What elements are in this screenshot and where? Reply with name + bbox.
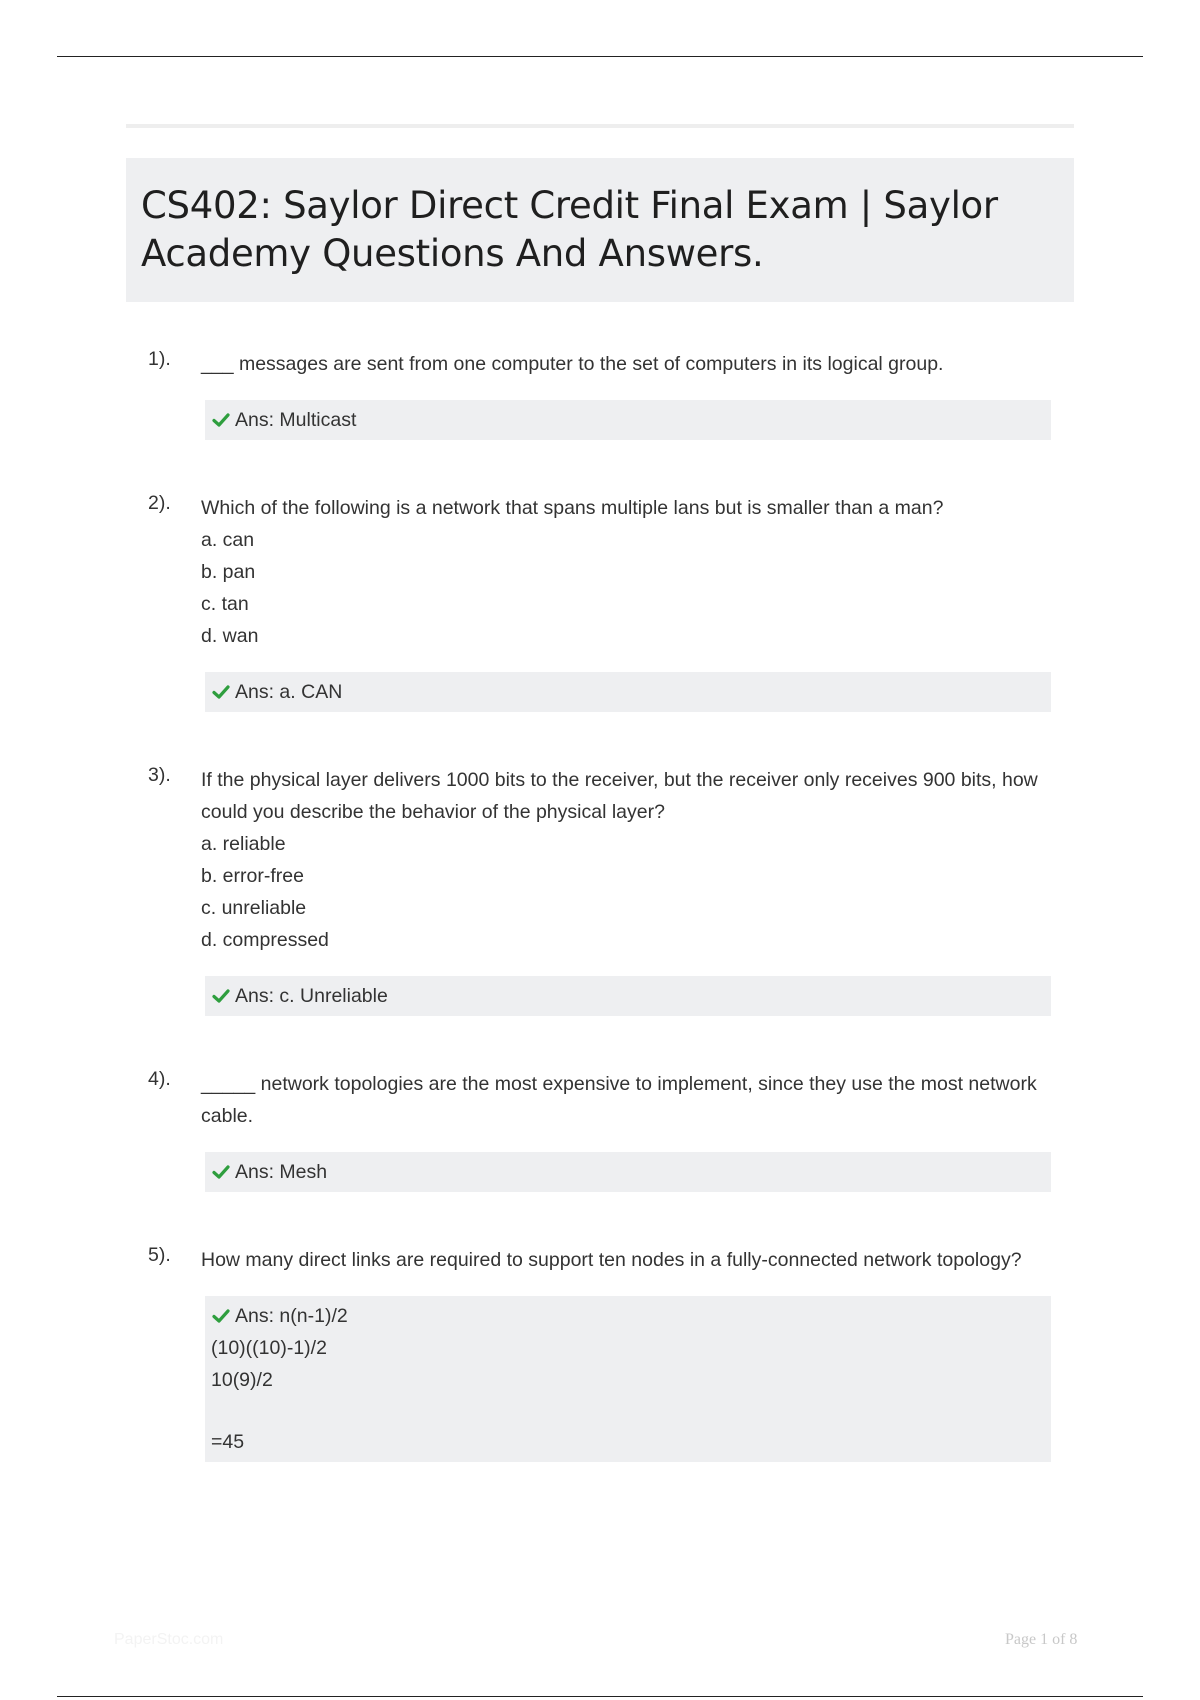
question-number: 2).	[148, 492, 171, 514]
answer-text: Ans: a. CAN	[235, 681, 343, 703]
check-icon	[211, 1306, 231, 1326]
footer-site: PaperStoc.com	[114, 1631, 224, 1648]
bottom-rule	[57, 1696, 1143, 1697]
title-box	[126, 158, 1074, 302]
question-list	[126, 348, 1074, 1462]
answer-line	[211, 980, 1041, 1012]
answer-line	[211, 1300, 1041, 1332]
question-item	[126, 492, 1074, 712]
question-number: 3).	[148, 764, 171, 786]
question-item	[126, 764, 1074, 1016]
option-item: d. wan	[201, 625, 259, 647]
answer-work-line: =45	[211, 1431, 245, 1453]
option-item: b. pan	[201, 561, 256, 583]
answer-line	[211, 676, 1041, 708]
question-text: Which of the following is a network that spans multiple lans but is smaller than a man?	[201, 497, 944, 519]
answer-text: Ans: n(n-1)/2	[235, 1305, 348, 1327]
question-text: How many direct links are required to support ten nodes in a fully-connected network topology?	[201, 1249, 1022, 1271]
option-item: a. reliable	[201, 833, 286, 855]
option-item: b. error-free	[201, 865, 304, 887]
page-number: Page 1 of 8	[1005, 1631, 1078, 1648]
top-rule	[57, 56, 1143, 57]
answer-work-line: 10(9)/2	[211, 1369, 273, 1391]
question-number: 4).	[148, 1068, 171, 1090]
check-icon	[211, 410, 231, 430]
header-divider	[126, 124, 1074, 128]
option-item: c. unreliable	[201, 897, 307, 919]
exam-sheet	[126, 124, 1074, 1514]
answer-text: Ans: Mesh	[235, 1161, 328, 1183]
question-number: 1).	[148, 348, 171, 370]
check-icon	[211, 682, 231, 702]
answer-box	[205, 1296, 1051, 1462]
question-item	[126, 348, 1074, 440]
answer-box	[205, 1152, 1051, 1192]
answer-box	[205, 976, 1051, 1016]
question-item	[126, 1244, 1074, 1462]
option-list	[201, 524, 1074, 652]
question-text: If the physical layer delivers 1000 bits to the receiver, but the receiver only receives 900 bits, how could you describe the behavior of the physical layer?	[201, 769, 1038, 823]
question-item	[126, 1068, 1074, 1192]
answer-line	[211, 404, 1041, 436]
question-number: 5).	[148, 1244, 171, 1266]
answer-line	[211, 1156, 1041, 1188]
answer-box	[205, 400, 1051, 440]
page-title: CS402: Saylor Direct Credit Final Exam | Saylor Academy Questions And Answers.	[141, 184, 998, 275]
check-icon	[211, 986, 231, 1006]
answer-text: Ans: c. Unreliable	[235, 985, 388, 1007]
answer-box	[205, 672, 1051, 712]
question-text: ___ messages are sent from one computer to the set of computers in its logical group.	[201, 353, 944, 375]
answer-text: Ans: Multicast	[235, 409, 357, 431]
option-item: d. compressed	[201, 929, 329, 951]
option-item: c. tan	[201, 593, 249, 615]
question-text: _____ network topologies are the most expensive to implement, since they use the most network cable.	[201, 1073, 1037, 1127]
check-icon	[211, 1162, 231, 1182]
option-item: a. can	[201, 529, 255, 551]
answer-work-line	[211, 1396, 1041, 1426]
answer-work-line: (10)((10)-1)/2	[211, 1337, 327, 1359]
option-list	[201, 828, 1074, 956]
